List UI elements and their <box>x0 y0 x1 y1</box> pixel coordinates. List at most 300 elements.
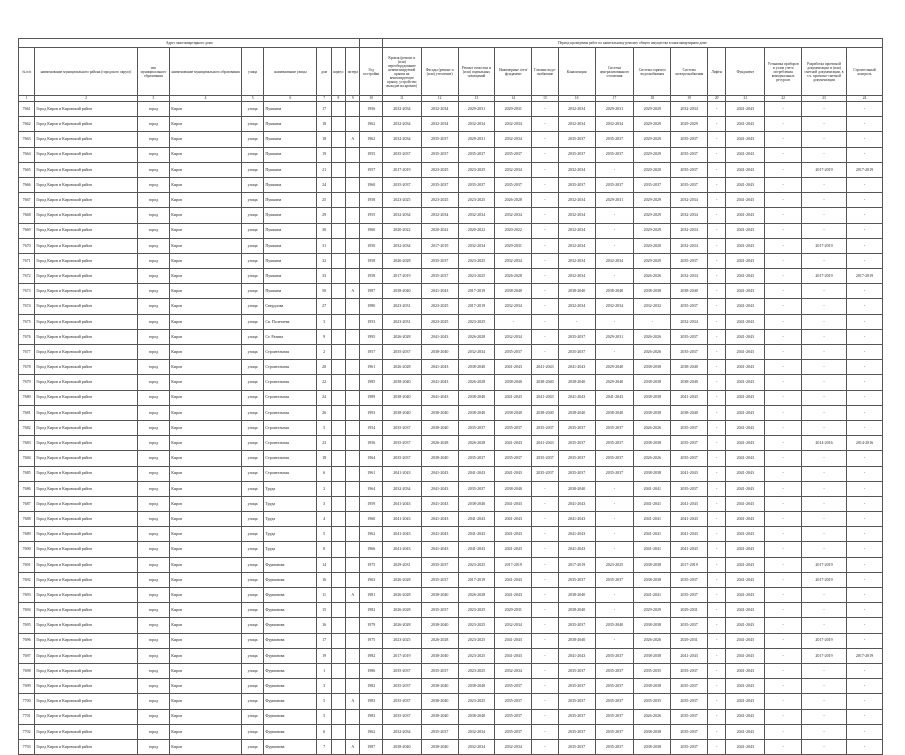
table-cell: 2035-2037 <box>558 466 595 481</box>
table-cell <box>346 527 360 542</box>
table-cell: 2041-2043 <box>726 102 765 117</box>
table-cell: 7672 <box>19 269 35 284</box>
table-cell: 2041-2043 <box>726 648 765 663</box>
table-cell: - <box>802 193 847 208</box>
table-cell: 2038-2040 <box>558 284 595 299</box>
table-cell: 2032-2034 <box>382 724 421 739</box>
table-cell: улица <box>241 375 263 390</box>
table-cell <box>346 223 360 238</box>
table-cell: 1956 <box>360 102 382 117</box>
table-cell: - <box>847 420 883 435</box>
table-cell <box>331 117 345 132</box>
table-cell: 2026-2028 <box>382 618 421 633</box>
table-cell: 2026-2028 <box>382 329 421 344</box>
table-cell: - <box>765 694 802 709</box>
table-cell: - <box>765 329 802 344</box>
table-cell: 2029-2029 <box>634 603 671 618</box>
table-cell: улица <box>241 162 263 177</box>
table-cell: - <box>802 253 847 268</box>
table-cell: 1955 <box>360 147 382 162</box>
table-cell: - <box>765 633 802 648</box>
table-cell: - <box>532 572 559 587</box>
table-cell: 2041-2043 <box>726 694 765 709</box>
table-cell: 2038-2040 <box>558 633 595 648</box>
table-cell: 2026-2028 <box>382 360 421 375</box>
table-cell: 2035-2035 <box>634 663 671 678</box>
table-cell: Строительная <box>264 420 317 435</box>
table-row <box>19 633 883 648</box>
table-cell: город <box>137 603 170 618</box>
table-cell: - <box>802 147 847 162</box>
column-number: 8 <box>331 96 345 102</box>
table-cell: город <box>137 117 170 132</box>
table-cell: 2041-2043 <box>726 117 765 132</box>
table-cell: - <box>802 405 847 420</box>
table-cell: - <box>532 147 559 162</box>
table-cell: улица <box>241 648 263 663</box>
table-cell: 2041-2043 <box>726 527 765 542</box>
table-cell: 2035-2037 <box>595 648 634 663</box>
table-cell: 2017-2019 <box>458 572 495 587</box>
table-cell: город <box>137 284 170 299</box>
table-cell: 7695 <box>19 618 35 633</box>
table-cell: улица <box>241 360 263 375</box>
table-cell: Киров <box>170 694 242 709</box>
table-cell: город <box>137 648 170 663</box>
table-cell: Киров <box>170 663 242 678</box>
table-cell: Киров <box>170 269 242 284</box>
table-cell: 2035-2037 <box>458 177 495 192</box>
table-cell: Город Киров и Кировский район <box>35 314 137 329</box>
table-cell: - <box>532 648 559 663</box>
table-cell: Город Киров и Кировский район <box>35 739 137 754</box>
table-cell: 2017-2019 <box>421 238 458 253</box>
table-cell: - <box>765 588 802 603</box>
table-cell: 2041-2043 <box>671 496 708 511</box>
table-cell: 2026-2026 <box>634 451 671 466</box>
table-cell: 2041-2043 <box>495 466 532 481</box>
table-cell: 1962 <box>360 132 382 147</box>
table-cell: 2038-2038 <box>634 284 671 299</box>
table-cell: 7679 <box>19 375 35 390</box>
table-cell: 2017-2019 <box>847 648 883 663</box>
table-cell: 2038-2038 <box>634 375 671 390</box>
column-number: 13 <box>458 96 495 102</box>
table-cell: 2041-2043 <box>726 618 765 633</box>
table-cell: 2023-2025 <box>382 633 421 648</box>
table-cell: Киров <box>170 193 242 208</box>
table-cell <box>331 269 345 284</box>
table-cell: 2035-2037 <box>671 481 708 496</box>
table-cell: 2035-2037 <box>595 724 634 739</box>
table-cell: - <box>765 390 802 405</box>
table-cell: - <box>847 618 883 633</box>
table-cell: - <box>707 299 725 314</box>
table-cell: 2032-2034 <box>382 102 421 117</box>
table-cell: 2041-2043 <box>726 679 765 694</box>
table-cell: 2029-2031 <box>595 193 634 208</box>
table-cell: - <box>765 193 802 208</box>
table-cell: Город Киров и Кировский район <box>35 603 137 618</box>
table-cell: 7671 <box>19 253 35 268</box>
table-cell: 20 <box>317 360 331 375</box>
table-cell: город <box>137 132 170 147</box>
table-cell <box>331 208 345 223</box>
table-cell: улица <box>241 724 263 739</box>
table-cell: - <box>532 162 559 177</box>
table-cell: 7698 <box>19 663 35 678</box>
table-cell: - <box>765 299 802 314</box>
table-cell: Город Киров и Кировский район <box>35 208 137 223</box>
table-cell: 1963 <box>360 572 382 587</box>
table-cell: 2038-2038 <box>634 679 671 694</box>
table-cell: Пушкина <box>264 284 317 299</box>
table-cell: 18 <box>317 132 331 147</box>
table-cell: 2035-2037 <box>671 663 708 678</box>
table-cell: город <box>137 496 170 511</box>
table-cell: 2023-2025 <box>458 162 495 177</box>
table-cell: Киров <box>170 329 242 344</box>
table-cell <box>331 588 345 603</box>
table-row <box>19 238 883 253</box>
table-cell: Город Киров и Кировский район <box>35 633 137 648</box>
table-cell: 50 <box>317 284 331 299</box>
table-cell: 2038-2038 <box>634 390 671 405</box>
table-cell: 2041-2043 <box>726 588 765 603</box>
table-cell: 2026-2028 <box>382 572 421 587</box>
table-cell: город <box>137 193 170 208</box>
table-cell: Город Киров и Кировский район <box>35 162 137 177</box>
table-cell <box>346 345 360 360</box>
table-cell: 2029-2029 <box>634 193 671 208</box>
table-cell: 1964 <box>360 451 382 466</box>
table-cell: 7694 <box>19 603 35 618</box>
table-cell: город <box>137 360 170 375</box>
table-cell: 2038-2040 <box>671 405 708 420</box>
table-cell: - <box>765 284 802 299</box>
table-cell: 2026-2028 <box>382 588 421 603</box>
table-cell: город <box>137 557 170 572</box>
table-cell: 2038-2040 <box>558 481 595 496</box>
table-cell: 1956 <box>360 436 382 451</box>
table-cell: улица <box>241 147 263 162</box>
table-cell: 2041-2043 <box>726 147 765 162</box>
table-cell: Фурманова <box>264 633 317 648</box>
column-number: 22 <box>765 96 802 102</box>
table-cell: - <box>847 390 883 405</box>
table-cell: 2035-2037 <box>382 694 421 709</box>
table-cell: город <box>137 299 170 314</box>
table-cell: - <box>707 512 725 527</box>
table-cell: Киров <box>170 496 242 511</box>
table-cell: Пушкина <box>264 238 317 253</box>
table-cell: 2032-2034 <box>495 618 532 633</box>
table-cell <box>331 527 345 542</box>
table-cell: 2041-2043 <box>558 542 595 557</box>
table-row <box>19 451 883 466</box>
table-cell: 1960 <box>360 177 382 192</box>
table-cell: Фурманова <box>264 709 317 724</box>
table-cell: - <box>595 603 634 618</box>
table-cell: 9 <box>317 329 331 344</box>
table-cell: - <box>765 147 802 162</box>
table-cell: - <box>707 603 725 618</box>
table-cell: - <box>847 542 883 557</box>
table-cell: 2017-2019 <box>802 269 847 284</box>
table-cell: город <box>137 512 170 527</box>
table-cell: 2035-2037 <box>671 618 708 633</box>
table-cell: Пушкина <box>264 132 317 147</box>
table-cell: 2041-2043 <box>726 299 765 314</box>
table-cell: - <box>802 420 847 435</box>
table-cell <box>346 177 360 192</box>
table-cell: - <box>595 208 634 223</box>
table-cell: 2035-2037 <box>532 420 559 435</box>
table-cell: Пушкина <box>264 253 317 268</box>
table-cell: 2041-2043 <box>726 238 765 253</box>
table-cell: 2032-2034 <box>458 345 495 360</box>
table-cell: 1960 <box>360 512 382 527</box>
table-cell: - <box>802 527 847 542</box>
table-cell: - <box>532 724 559 739</box>
table-cell: 2041-2043 <box>726 436 765 451</box>
table-cell: 2032-2034 <box>558 299 595 314</box>
table-cell: 2041-2043 <box>421 284 458 299</box>
table-cell: город <box>137 694 170 709</box>
table-cell <box>331 329 345 344</box>
table-cell: 2029-2031 <box>458 132 495 147</box>
table-cell: Киров <box>170 360 242 375</box>
table-cell: - <box>532 739 559 754</box>
table-cell: Киров <box>170 238 242 253</box>
table-cell: 2041-2043 <box>726 208 765 223</box>
table-cell: 2026-2028 <box>421 436 458 451</box>
table-cell: 2041-2043 <box>382 542 421 557</box>
table-cell: 2032-2034 <box>458 238 495 253</box>
table-cell: 2041-2043 <box>726 572 765 587</box>
table-cell: 2032-2034 <box>595 253 634 268</box>
table-cell: 7689 <box>19 527 35 542</box>
table-cell: 2026-2028 <box>495 269 532 284</box>
table-cell: - <box>847 329 883 344</box>
table-cell: 2032-2034 <box>458 208 495 223</box>
table-cell: 2032-2034 <box>558 269 595 284</box>
table-cell: - <box>765 451 802 466</box>
table-cell: - <box>802 618 847 633</box>
table-cell: 2038-2038 <box>634 648 671 663</box>
table-cell: - <box>847 238 883 253</box>
table-cell: 2035-2037 <box>671 572 708 587</box>
table-cell: 2038-2040 <box>382 405 421 420</box>
table-cell: 2038-2040 <box>558 405 595 420</box>
table-cell: 2035-2037 <box>495 147 532 162</box>
table-cell <box>346 193 360 208</box>
table-cell: - <box>802 512 847 527</box>
table-cell: - <box>847 102 883 117</box>
table-cell: 2035-2037 <box>495 177 532 192</box>
table-cell: 2041-2043 <box>726 709 765 724</box>
table-cell: город <box>137 102 170 117</box>
table-row <box>19 496 883 511</box>
table-cell: 7664 <box>19 147 35 162</box>
table-cell: 2026-2026 <box>634 420 671 435</box>
table-cell: 7691 <box>19 557 35 572</box>
table-cell: - <box>847 177 883 192</box>
table-cell: 2041-2043 <box>671 390 708 405</box>
table-cell: 7703 <box>19 739 35 754</box>
table-cell: 2041-2043 <box>558 496 595 511</box>
table-cell: 2041-2043 <box>532 360 559 375</box>
table-cell: Киров <box>170 451 242 466</box>
table-cell: 3 <box>317 679 331 694</box>
table-cell: - <box>532 253 559 268</box>
table-cell: 21 <box>317 162 331 177</box>
table-cell: 2038-2040 <box>382 375 421 390</box>
table-cell: 2029-2031 <box>671 603 708 618</box>
column-number: 6 <box>264 96 317 102</box>
table-cell: 7690 <box>19 542 35 557</box>
table-cell: - <box>847 572 883 587</box>
column-number: 15 <box>532 96 559 102</box>
table-cell: 2038-2040 <box>421 588 458 603</box>
table-cell: 2038-2040 <box>421 618 458 633</box>
table-cell: 2038-2040 <box>595 405 634 420</box>
table-row <box>19 345 883 360</box>
table-cell: - <box>847 299 883 314</box>
table-cell: 2035-2037 <box>532 451 559 466</box>
table-cell: 2035-2037 <box>671 588 708 603</box>
table-cell <box>331 694 345 709</box>
table-cell: 2035-2037 <box>458 147 495 162</box>
table-cell: - <box>707 557 725 572</box>
column-header: Канализация <box>558 48 595 96</box>
column-header: Год постройки <box>360 48 382 96</box>
table-cell: 7693 <box>19 588 35 603</box>
table-cell: Фурманова <box>264 572 317 587</box>
table-cell <box>346 162 360 177</box>
table-cell: - <box>707 284 725 299</box>
table-cell <box>346 314 360 329</box>
table-cell: 2035-2037 <box>495 345 532 360</box>
table-cell: 4 <box>317 512 331 527</box>
table-cell: 2041-2043 <box>726 557 765 572</box>
table-cell: Город Киров и Кировский район <box>35 436 137 451</box>
table-cell: Труда <box>264 542 317 557</box>
table-cell: 2041-2043 <box>671 466 708 481</box>
table-cell: Киров <box>170 299 242 314</box>
table-cell: 1 <box>317 663 331 678</box>
table-cell: город <box>137 709 170 724</box>
table-cell: 3 <box>317 314 331 329</box>
table-cell <box>346 466 360 481</box>
table-cell: - <box>707 633 725 648</box>
table-cell: 2029-2031 <box>495 238 532 253</box>
table-cell: 2032-2034 <box>382 132 421 147</box>
table-cell: Строительная <box>264 345 317 360</box>
table-cell: улица <box>241 618 263 633</box>
table-cell <box>331 420 345 435</box>
table-cell: Город Киров и Кировский район <box>35 299 137 314</box>
table-cell: город <box>137 663 170 678</box>
table-cell <box>331 314 345 329</box>
table-cell: - <box>532 588 559 603</box>
table-cell: - <box>595 527 634 542</box>
table-cell: - <box>707 117 725 132</box>
table-cell: Фурманова <box>264 663 317 678</box>
table-cell: Киров <box>170 162 242 177</box>
table-cell: 32 <box>317 253 331 268</box>
column-header: Строительный контроль <box>847 48 883 96</box>
table-cell: 2041-2043 <box>726 375 765 390</box>
table-cell: 2038-2040 <box>421 451 458 466</box>
table-cell: 2041-2043 <box>726 481 765 496</box>
table-cell: - <box>532 102 559 117</box>
table-cell: город <box>137 618 170 633</box>
table-cell: 1982 <box>360 679 382 694</box>
table-cell: Город Киров и Кировский район <box>35 177 137 192</box>
table-cell <box>331 299 345 314</box>
table-cell: - <box>847 557 883 572</box>
table-cell: - <box>707 375 725 390</box>
table-cell: 2035-2037 <box>671 162 708 177</box>
table-cell: - <box>532 481 559 496</box>
table-cell: 7662 <box>19 117 35 132</box>
table-cell: Фурманова <box>264 557 317 572</box>
table-cell: город <box>137 588 170 603</box>
column-number: 7 <box>317 96 331 102</box>
table-cell: 7688 <box>19 512 35 527</box>
table-cell: - <box>765 117 802 132</box>
table-cell: - <box>847 633 883 648</box>
table-cell: Город Киров и Кировский район <box>35 663 137 678</box>
table-cell: 2038-2038 <box>634 405 671 420</box>
table-cell: 2041-2043 <box>726 360 765 375</box>
table-cell: улица <box>241 208 263 223</box>
table-cell: город <box>137 223 170 238</box>
table-cell: Киров <box>170 390 242 405</box>
table-cell: 1983 <box>360 709 382 724</box>
table-cell <box>331 345 345 360</box>
table-cell: Строительная <box>264 375 317 390</box>
table-cell: 2041-2043 <box>495 633 532 648</box>
table-cell: 2032-2034 <box>595 299 634 314</box>
table-cell: - <box>765 724 802 739</box>
table-cell: - <box>802 117 847 132</box>
table-cell: - <box>847 527 883 542</box>
table-cell: 2032-2034 <box>558 238 595 253</box>
table-cell: 2023-2031 <box>382 299 421 314</box>
table-cell: Город Киров и Кировский район <box>35 527 137 542</box>
table-cell: 2032-2034 <box>382 117 421 132</box>
table-cell: улица <box>241 102 263 117</box>
table-row <box>19 481 883 496</box>
table-cell: - <box>707 193 725 208</box>
table-cell: 2041-2043 <box>495 527 532 542</box>
table-cell: улица <box>241 481 263 496</box>
table-cell: - <box>765 132 802 147</box>
table-cell: 2038-2038 <box>634 739 671 754</box>
table-cell: 2035-2037 <box>421 724 458 739</box>
table-cell: 1985 <box>360 375 382 390</box>
table-cell: 2035-2037 <box>421 572 458 587</box>
column-number: 20 <box>707 96 725 102</box>
table-row <box>19 527 883 542</box>
table-row <box>19 709 883 724</box>
table-cell: 2032-2034 <box>495 162 532 177</box>
table-cell: - <box>765 436 802 451</box>
table-cell: улица <box>241 466 263 481</box>
table-cell: 2038-2038 <box>634 360 671 375</box>
